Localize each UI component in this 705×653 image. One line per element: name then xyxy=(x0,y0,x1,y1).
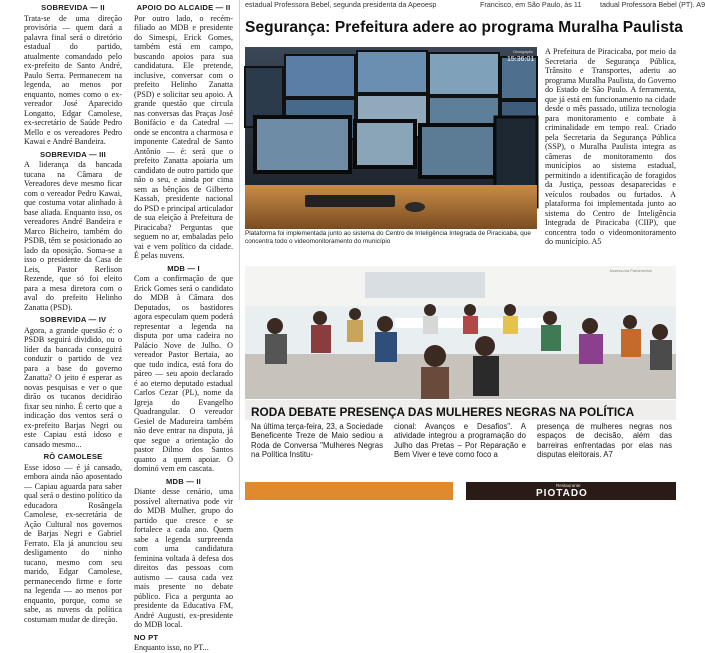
section-text: Esse idoso — é já cansado, embora ainda não aposentado — Capiau aguarda para saber qual será o destino político da educadora Rosângela Camolese, ex-secretária de Ação Cultural nos governos de Barjas Negri e Gabriel Ferrato. Ela já anunciou seu desligamento do ninho tucano, mesmo com seu marido, Edgar Camolese, permanecendo firme e forte na legenda — ao menos por enquanto, porque, como se sabe, as nuvens da política costumam mudar de direção. xyxy=(24,462,122,624)
photo-caption: Plataforma foi implementada junto ao sistema do Centro de Inteligência Integrada de Piracicaba, que concentra todo o videomonitoramento do município xyxy=(245,230,531,245)
restaurant-ad xyxy=(466,482,676,500)
ad-line-1: Restaurante xyxy=(556,483,581,488)
section-title: MDB — I xyxy=(167,263,200,273)
monitoring-center-photo xyxy=(245,47,537,229)
section-text: Agora, a grande questão é: o PSDB seguirá dividido, ou o líder da bancada conseguirá conduzir o partido de vez para a base do governo Zanatta? O jeito é esperar as novas pesquisas e ver o que dirão os tucanos decidirão fixar seu ninho. É certo que a indicação dos ventos será o ex-prefeito Barjas Negri ou este Capiau está idoso e cansado mesmo... xyxy=(24,325,122,449)
section-title: RÔ CAMOLESE xyxy=(43,452,103,461)
section-title: APOIO DO ALCAIDE — II xyxy=(136,3,231,12)
section-title: NO PT xyxy=(134,632,159,642)
wall-banner xyxy=(365,272,485,298)
section-text: Trata-se de uma direção provisória — quem dará a palavra final será o diretório estadual do partido, atualmente comandado pelo ex-prefeito de Santo André, Paulo Serra. Permanecem na legenda, ao menos por enquanto, nomes como o ex-vereador José Aparecido Longatto, Edgar Camolese, ex-secretário de Saúde Pedro Mello e os vereadores Pedro Kawai e André Bandeira. xyxy=(24,13,122,146)
column-1 xyxy=(0,0,128,624)
secondary-headline: RODA DEBATE PRESENÇA DAS MULHERES NEGRAS NA POLÍTICA xyxy=(245,400,676,420)
bottom-column-1: Na última terça-feira, 23, a Sociedade Beneficente Treze de Maio sediou a Roda de Conversa "Mulheres Negras na Política Institu- xyxy=(251,422,383,460)
top-strip-mid: Francisco, em São Paulo, às 11 xyxy=(480,0,582,9)
monitoring-center-illustration xyxy=(245,47,537,229)
section-title: SOBREVIDA — III xyxy=(39,149,106,159)
bottom-ad-strip-left xyxy=(245,482,453,500)
section-title: SOBREVIDA — IV xyxy=(39,315,107,324)
column-section xyxy=(24,315,122,449)
top-strip-left: estadual Professora Bebel, segunda presidenta da Apeoesp xyxy=(245,0,437,9)
column-section xyxy=(24,452,122,624)
section-title: SOBREVIDA — II xyxy=(41,3,105,12)
headline: Segurança: Prefeitura adere ao programa Muralha Paulista xyxy=(245,19,684,36)
meeting-illustration xyxy=(245,266,676,399)
right-article: A Prefeitura de Piracicaba, por meio da Secretaria de Segurança Pública, Trânsito e Transportes, aderiu ao programa Muralha Paulista, do Governo do Estado de São Paulo. A ferramenta, que já está em funcionamento na cidade desde o mês passado, utiliza tecnologia para monitoramento e combate à criminalidade em tempo real. Criado pela Secretaria da Segurança Pública (SSP), o Muralha Paulista integra as câmeras de monitoramento dos municípios ao sistema estadual, permitindo a identificação de foragidos da Justiça, pessoas desaparecidas e veículos roubados ou furtados. A plataforma foi implementada junto ao sistema do Centro de Inteligência Integrada de Piracicaba (CIIP), que concentra todo o videomonitoramento do município. A5 xyxy=(545,47,676,246)
photo-credit: Divulgação xyxy=(513,49,533,54)
top-strip-right: tadual Professora Bebel (PT). A9 xyxy=(600,0,705,9)
column-section xyxy=(134,3,233,261)
mouse xyxy=(405,202,425,212)
bottom-column-3: presença de mulheres negras nos espaços de decisão, além das barreiras enfrentadas por elas nas disputas eleitorais. A7 xyxy=(537,422,672,460)
ad-line-2: PIOTADO xyxy=(536,488,588,499)
section-text: Enquanto isso, no PT... xyxy=(134,643,209,652)
monitor-clock: 15:36:01 xyxy=(507,56,535,63)
section-text: A liderança da bancada tucana na Câmara de Vereadores deve mesmo ficar com o vereador Pedro Kawai, que costuma votar alinhado à base aliada. Enquanto isso, os vereadores André Bandeira e Marco Bicheiro, também do PSDB, têm se posicionado ao lado da oposição. Soma-se a isso o presidente da Casa de Leis, Pastor Rerlison Rezende, que só foi eleito para a mesa diretora com o aval do prefeito Helinho Zanatta (PSD). xyxy=(24,160,122,312)
column-section xyxy=(24,150,122,313)
section-text: Com a confirmação de que Erick Gomes será o candidato do MDB à Câmara dos Deputados, os bastidores agora especulam quem poderá representar a legenda na disputa por uma cadeira no Palácio Nove de Julho. O vereador Pastor Bertaia, ao que tudo indica, está fora do páreo — seu apoio declarado é ao eterno deputado estadual Carlos Cezar (PL), nome da Igreja do Evangelho Quadrangular. O vereador Gesiel de Madureira também não deve entrar na disputa, já que segue a orientação do pastor Dilmo dos Santos quanto a quem apoiar. O dominó vem em cascata. xyxy=(134,274,233,473)
keyboard xyxy=(305,195,395,207)
meeting-photo xyxy=(245,266,676,399)
column-section xyxy=(134,264,233,474)
column-2 xyxy=(134,0,240,652)
top-strip xyxy=(245,0,705,10)
bottom-column-2: cional: Avanços e Desafios". A atividade integrou a programação do Julho das Pretas – Por Reparação e Bem Viver e teve como foco a xyxy=(394,422,526,460)
column-section xyxy=(24,3,122,147)
column-section xyxy=(134,633,233,653)
column-section xyxy=(134,477,233,630)
floor xyxy=(245,354,676,399)
section-text: Diante desse cenário, uma possível alternativa pode vir do MDB Mulher, grupo do partido que cresce e se fortalece a cada ano. Quem sabe a legenda surpreenda com uma candidatura feminina voltada à defesa dos direitos das pessoas com autismo — causa cada vez mais presente no debate público. Fica a pergunta ao presidente da Educativa FM, André Augusti, ex-presidente do MDB local. xyxy=(134,487,233,629)
section-text: Por outro lado, o recém-filiado ao MDB e presidente do Simespi, Erick Gomes, também está em campo, buscando apoios para sua candidatura. Ele pretende, inclusive, conversar com o prefeito Helinho Zanatta (PSD) e solicitar seu apoio. A grande questão que circula nas conversas das Praças José Bonifácio e da Catedral — onde se encontra a charmosa e imponente Catedral de Santo Antônio — é: será que o prefeito Zanatta apoiaria um candidato de outro partido que não o seu, e ainda por cima sem as bênçãos de Gilberto Kassab, presidente nacional do PSD e principal articulador de sua eleição à Prefeitura de Piracicaba? Perguntas que seguem no ar, embaladas pelo vai e vem político da cidade. É pelas nuvens. xyxy=(134,13,233,260)
section-title: MDB — II xyxy=(166,476,201,486)
photo-credit: Assessoria Parlamentar xyxy=(609,268,652,273)
